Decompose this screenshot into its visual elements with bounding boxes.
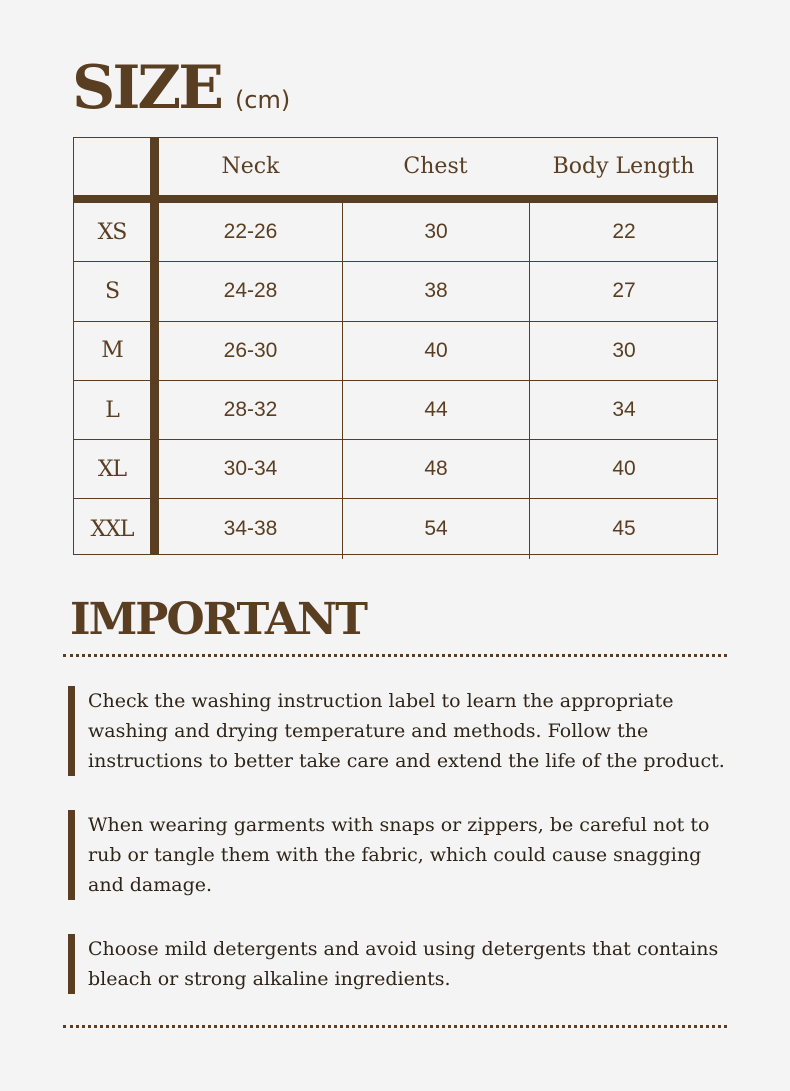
- table-row: [74, 440, 717, 499]
- care-note: [68, 934, 728, 994]
- note-text: Check the washing instruction label to learn the appropriate washing and drying temperature and methods. Follow the instructions to better take care and extend the life of the product.: [88, 690, 725, 772]
- size-table: [73, 137, 718, 555]
- table-row: [74, 262, 717, 321]
- note-text: Choose mild detergents and avoid using detergents that contains bleach or strong alkaline ingredients.: [88, 938, 719, 990]
- chest-value: 44: [342, 381, 529, 439]
- care-note: [68, 686, 728, 776]
- table-row: [74, 322, 717, 381]
- body-length-value: 22: [529, 203, 718, 261]
- size-label: M: [101, 338, 123, 364]
- header-chest: Chest: [403, 154, 468, 179]
- neck-value: 28-32: [223, 398, 278, 422]
- table-header: [74, 138, 717, 195]
- size-label: L: [105, 397, 119, 423]
- table-row: [74, 499, 717, 558]
- body-length-value: 30: [529, 322, 718, 380]
- size-label: XS: [97, 219, 127, 245]
- neck-value: 22-26: [223, 220, 278, 244]
- neck-value: 34-38: [223, 517, 278, 541]
- body-length-value: 34: [529, 381, 718, 439]
- chest-value: 40: [342, 322, 529, 380]
- note-text: When wearing garments with snaps or zippers, be careful not to rub or tangle them with the fabric, which could cause snagging and damage.: [88, 814, 710, 896]
- chest-value: 48: [342, 440, 529, 498]
- body-length-value: 27: [529, 262, 718, 320]
- header-body-length: Body Length: [552, 154, 695, 179]
- size-label: XXL: [90, 516, 134, 542]
- table-row: [74, 381, 717, 440]
- table-body: [74, 203, 717, 559]
- body-length-value: 45: [529, 499, 718, 558]
- dotted-divider: [63, 654, 727, 657]
- page-title: [72, 53, 291, 123]
- size-title: SIZE: [72, 53, 221, 123]
- size-label: S: [104, 278, 120, 304]
- table-row: [74, 203, 717, 262]
- chest-value: 54: [342, 499, 529, 558]
- neck-value: 30-34: [223, 457, 278, 481]
- neck-value: 24-28: [223, 279, 278, 303]
- important-heading: IMPORTANT: [70, 594, 366, 645]
- note-accent-bar: [68, 810, 75, 900]
- note-accent-bar: [68, 686, 75, 776]
- neck-value: 26-30: [223, 338, 278, 362]
- chest-value: 30: [342, 203, 529, 261]
- header-neck: Neck: [221, 154, 280, 179]
- body-length-value: 40: [529, 440, 718, 498]
- dotted-divider: [63, 1025, 727, 1028]
- size-label: XL: [97, 456, 127, 482]
- chest-value: 38: [342, 262, 529, 320]
- header-divider: [74, 195, 717, 203]
- unit-label: (cm): [234, 86, 291, 114]
- note-accent-bar: [68, 934, 75, 994]
- care-note: [68, 810, 728, 900]
